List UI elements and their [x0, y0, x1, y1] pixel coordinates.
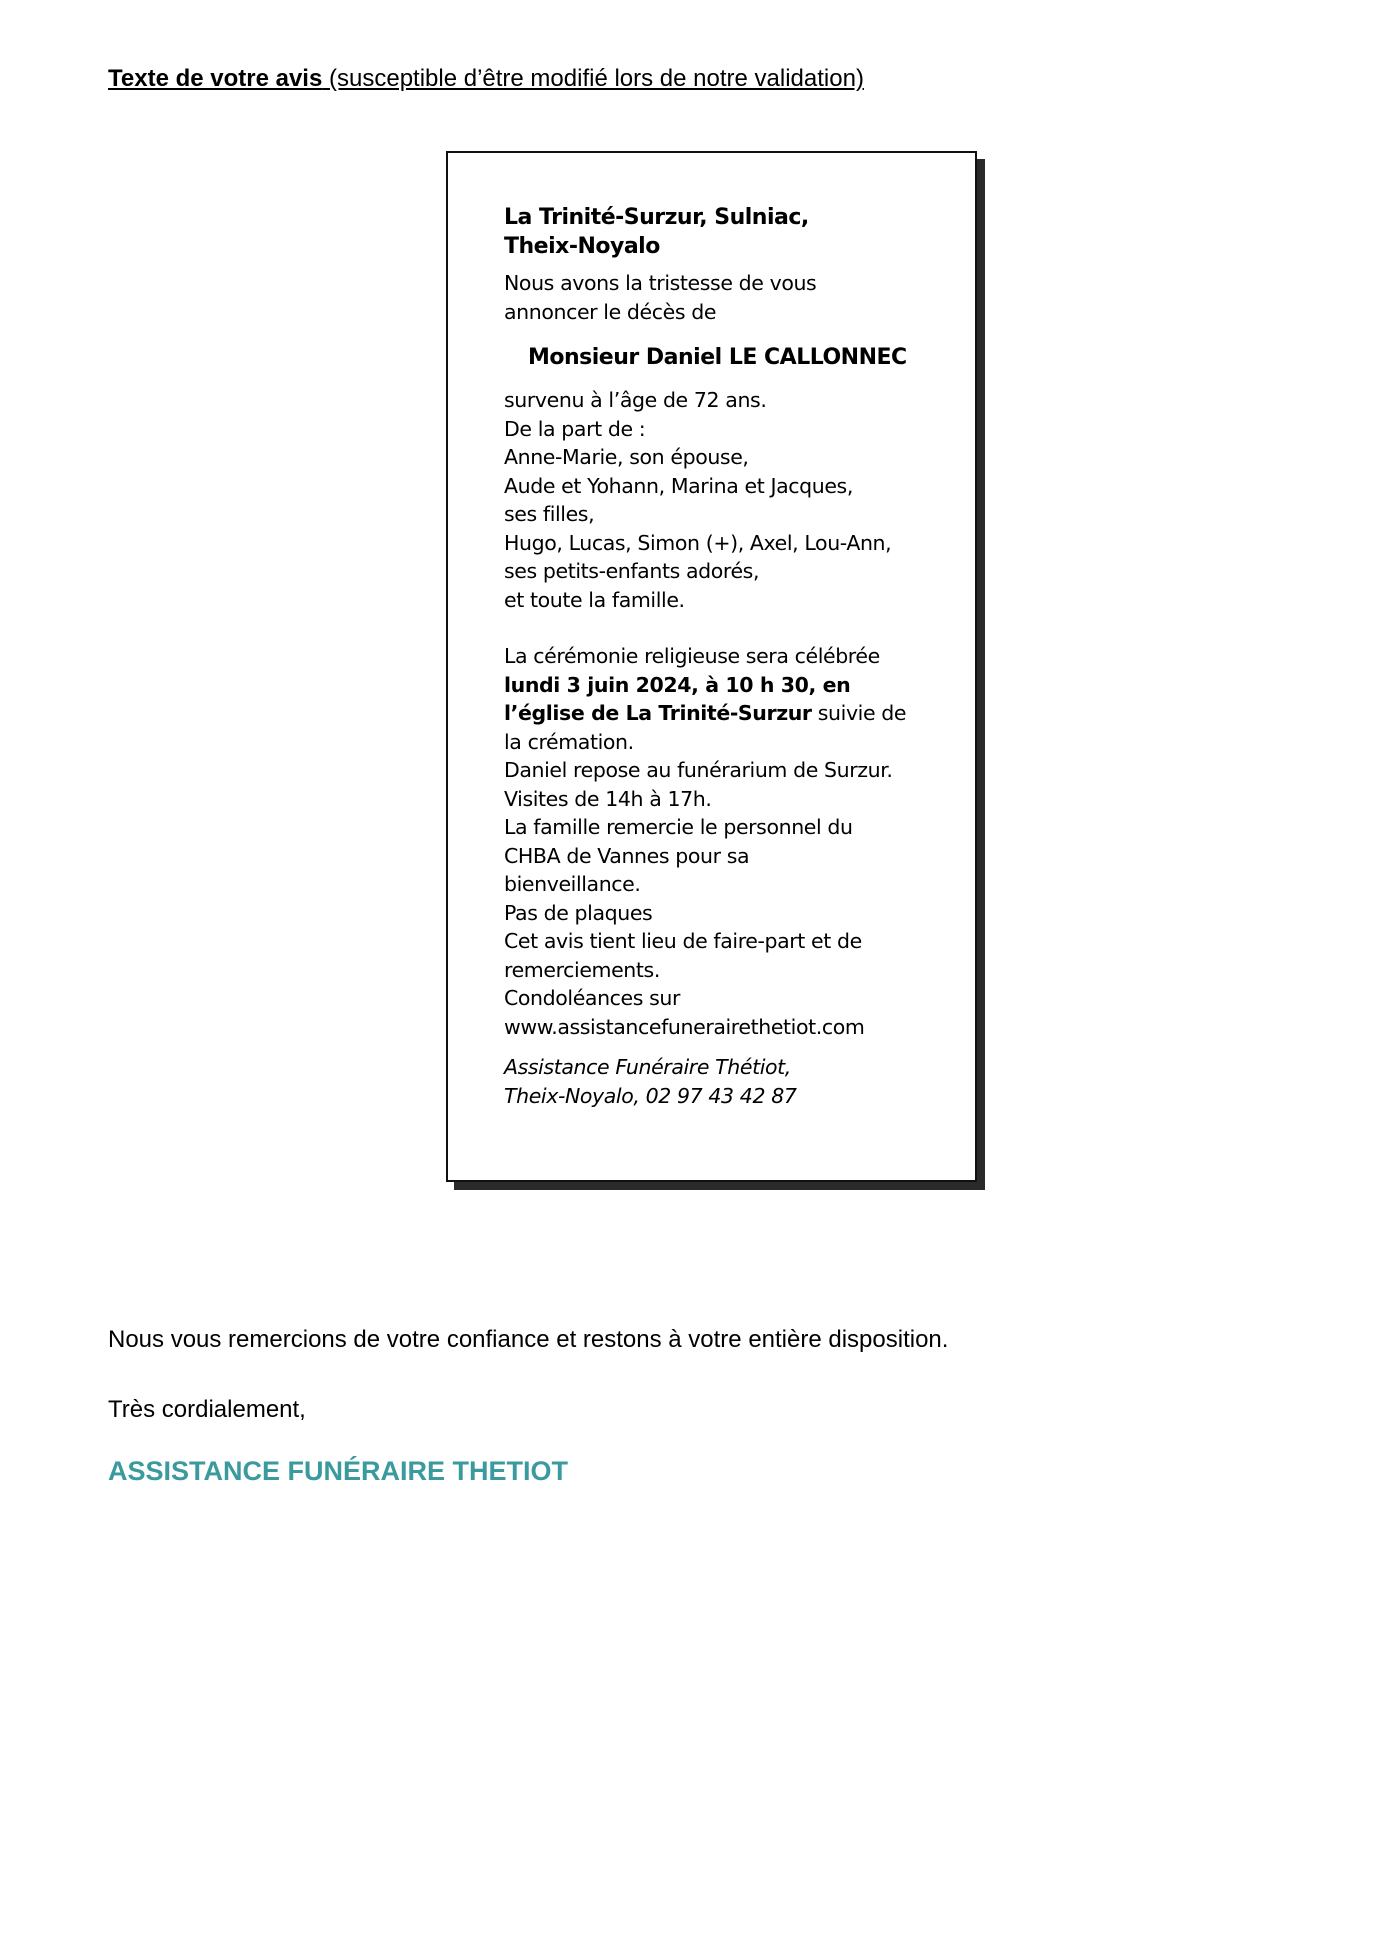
- notice-detail-line: Visites de 14h à 17h.: [504, 786, 712, 811]
- notice-detail-line: La famille remercie le personnel du: [504, 815, 853, 839]
- notice-family-line: De la part de :: [504, 416, 646, 441]
- notice-text-heading: [108, 64, 864, 94]
- notice-validation-note: (susceptible d’être modifié lors de notre validation): [329, 65, 864, 92]
- notice-detail-line: Pas de plaques: [504, 900, 653, 925]
- notice-detail-line: bienveillance.: [504, 872, 641, 896]
- notice-intro: [504, 269, 944, 326]
- notice-location-line: La Trinité-Surzur, Sulniac,: [504, 205, 809, 230]
- death-notice-content: [504, 203, 944, 1110]
- notice-location-line: Theix-Noyalo: [504, 234, 660, 259]
- notice-ceremony: [504, 642, 944, 756]
- ceremony-place-line: [504, 699, 944, 728]
- notice-detail-line: remerciements.: [504, 957, 660, 982]
- notice-family-line: ses filles,: [504, 502, 595, 526]
- notice-family-line: Anne-Marie, son épouse,: [504, 445, 749, 469]
- ceremony-date: lundi 3 juin 2024, à 10 h 30, en: [504, 672, 851, 697]
- notice-detail-line: CHBA de Vannes pour sa: [504, 843, 750, 868]
- signature-line: Assistance Funéraire Thétiot,: [504, 1055, 791, 1079]
- deceased-name: Monsieur Daniel LE CALLONNEC: [528, 345, 907, 370]
- notice-text-label: Texte de votre avis: [108, 65, 323, 92]
- greeting: Très cordialement,: [108, 1396, 306, 1423]
- notice-intro-line: annoncer le décès de: [504, 299, 717, 324]
- notice-signature: [504, 1053, 944, 1110]
- notice-spacer: [504, 614, 944, 642]
- notice-family-line: Hugo, Lucas, Simon (+), Axel, Lou-Ann,: [504, 530, 892, 555]
- notice-details: [504, 756, 944, 1041]
- closing-message: Nous vous remercions de votre confiance et restons à votre entière disposition.: [108, 1326, 949, 1353]
- notice-intro-line: Nous avons la tristesse de vous: [504, 271, 817, 295]
- notice-locations: [504, 203, 944, 261]
- notice-family-line: Aude et Yohann, Marina et Jacques,: [504, 473, 853, 498]
- ceremony-place-rest: suivie de: [811, 701, 907, 725]
- notice-family-line: et toute la famille.: [504, 587, 685, 612]
- notice-detail-line: Daniel repose au funérarium de Surzur.: [504, 758, 893, 782]
- notice-detail-line: Condoléances sur: [504, 986, 681, 1010]
- notice-detail-line: Cet avis tient lieu de faire-part et de: [504, 929, 862, 953]
- signature-line: Theix-Noyalo, 02 97 43 42 87: [504, 1083, 797, 1108]
- ceremony-line: la crémation.: [504, 729, 634, 754]
- notice-family-line: ses petits-enfants adorés,: [504, 559, 760, 583]
- notice-spacer: [504, 1041, 944, 1053]
- condolences-website: www.assistancefunerairethetiot.com: [504, 1014, 865, 1039]
- notice-family: [504, 386, 944, 614]
- ceremony-line: La cérémonie religieuse sera célébrée: [504, 644, 880, 668]
- notice-family-line: survenu à l’âge de 72 ans.: [504, 388, 767, 412]
- company-name: ASSISTANCE FUNÉRAIRE THETIOT: [108, 1456, 569, 1486]
- ceremony-place: l’église de La Trinité-Surzur: [504, 701, 812, 725]
- death-notice-box: [446, 151, 977, 1182]
